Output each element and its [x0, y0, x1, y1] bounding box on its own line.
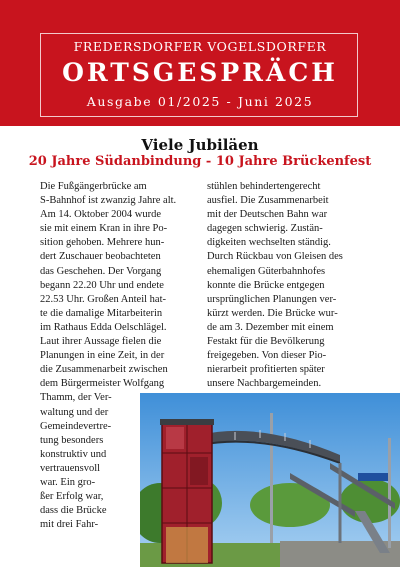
text-line: Planungen in eine Zeit, in der: [40, 350, 165, 362]
footbridge-photo: [140, 393, 400, 567]
text-line: de am 3. Dezember mit einem: [207, 321, 334, 333]
text-line: kürzt werden. Die Brücke wur-: [207, 307, 338, 319]
text-line: sition gehoben. Mehrere hun-: [40, 237, 165, 249]
text-line: Durch Rückbau von Gleisen des: [207, 251, 343, 263]
text-line: freigegeben. Von dieser Pio-: [207, 350, 327, 362]
text-line: ausfiel. Die Zusammenarbeit: [207, 195, 329, 207]
footbridge-illustration: [140, 393, 400, 567]
text-line: mit drei Fahr-: [40, 519, 99, 531]
text-line: die Zusammenarbeit zwischen: [40, 364, 168, 376]
article-title: Viele Jubiläen: [141, 136, 259, 154]
text-line: Laut ihrer Aussage fielen die: [40, 336, 162, 348]
text-line: tung besonders: [40, 434, 104, 446]
text-line: dass die Brücke: [40, 505, 107, 517]
text-line: Gemeindevertre-: [40, 420, 112, 432]
text-line: konnte die Brücke entgegen: [207, 279, 325, 291]
text-line: Die Fußgängerbrücke am: [40, 181, 147, 192]
text-line: mit der Deutschen Bahn war: [207, 209, 328, 221]
text-line: dem Bürgermeister Wolfgang: [40, 378, 165, 390]
text-line: te die damalige Mitarbeiterin: [40, 307, 163, 319]
text-line: S-Bahnhof ist zwanzig Jahre alt.: [40, 195, 177, 207]
text-line: das Geschehen. Der Vorgang: [40, 265, 162, 277]
text-line: im Rathaus Edda Oelschlägel.: [40, 321, 167, 333]
masthead-place-names: FREDERSDORFER VOGELSDORFER: [73, 39, 327, 54]
text-line: unsere Nachbargemeinden.: [207, 378, 322, 390]
text-line: dagegen schwierig. Zustän-: [207, 223, 323, 235]
text-line: begann 22.20 Uhr und endete: [40, 279, 164, 291]
masthead-issue: Ausgabe 01/2025 - Juni 2025: [86, 94, 314, 109]
text-line: ßer Erfolg war,: [40, 491, 104, 503]
text-line: 22.53 Uhr. Großen Anteil hat-: [40, 293, 166, 305]
article-column-2: [207, 180, 360, 391]
text-line: konstruktiv und: [40, 448, 107, 460]
article-subtitle: 20 Jahre Südanbindung - 10 Jahre Brückenfest: [28, 154, 372, 169]
text-line: stühlen behindertengerecht: [207, 181, 321, 192]
text-line: Festakt für die Bevölkerung: [207, 336, 325, 348]
text-line: vertrauensvoll: [40, 462, 101, 474]
text-line: Am 14. Oktober 2004 wurde: [40, 209, 162, 221]
text-line: war. Ein gro-: [40, 476, 96, 488]
text-line: Thamm, der Ver-: [40, 392, 112, 404]
masthead-title: ORTSGESPRÄCH: [62, 58, 338, 87]
text-line: ursprünglichen Planungen ver-: [207, 293, 337, 305]
text-line: digkeiten wechselten ständig.: [207, 237, 331, 249]
text-line: nierarbeit profitierten später: [207, 364, 325, 376]
text-line: sie mit einem Kran in ihre Po-: [40, 223, 168, 235]
text-line: dert Zuschauer beobachteten: [40, 251, 161, 263]
text-line: ehemaligen Güterbahnhofes: [207, 265, 326, 277]
text-line: waltung und der: [40, 406, 109, 418]
